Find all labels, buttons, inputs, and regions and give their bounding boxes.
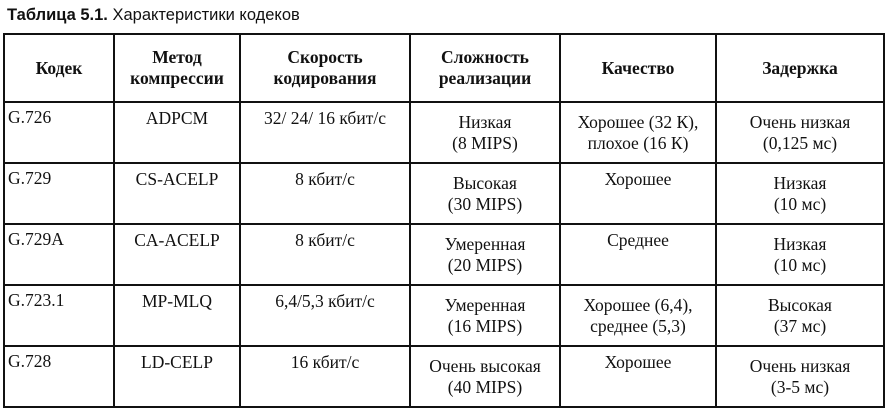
header-line: Кодек: [35, 57, 83, 78]
cell-line: (10 мс): [773, 193, 827, 214]
cell-codec: G.726: [4, 102, 114, 163]
cell-method: MP-MLQ: [114, 285, 240, 346]
cell-line: (20 MIPS): [447, 254, 523, 275]
cell-line: (10 мс): [773, 254, 827, 275]
cell-line: Очень высокая: [429, 355, 541, 376]
cell-rate: 6,4/5,3 кбит/с: [240, 285, 410, 346]
cell-codec: G.723.1: [4, 285, 114, 346]
cell-method: CS-ACELP: [114, 163, 240, 224]
header-method: [114, 34, 240, 102]
cell-method: ADPCM: [114, 102, 240, 163]
header-line: Качество: [601, 57, 675, 78]
cell-quality: [560, 163, 716, 224]
cell-codec: G.728: [4, 346, 114, 407]
cell-line: Очень низкая: [749, 111, 851, 132]
cell-quality: [560, 102, 716, 163]
cell-rate: 8 кбит/с: [240, 224, 410, 285]
cell-rate: 32/ 24/ 16 кбит/с: [240, 102, 410, 163]
cell-delay: [716, 102, 884, 163]
cell-method: CA-ACELP: [114, 224, 240, 285]
header-codec: [4, 34, 114, 102]
header-line: Задержка: [762, 57, 838, 78]
header-rate: [240, 34, 410, 102]
header-line: Скорость: [287, 47, 363, 67]
caption-text: Характеристики кодеков: [112, 6, 300, 24]
cell-complexity: [410, 102, 560, 163]
cell-line: Высокая: [452, 172, 517, 193]
table-row: [4, 346, 884, 407]
table-row: [4, 224, 884, 285]
cell-rate: 8 кбит/с: [240, 163, 410, 224]
cell-complexity: [410, 163, 560, 224]
header-line: Сложность: [441, 47, 529, 67]
cell-line: Среднее: [607, 230, 669, 250]
cell-quality: [560, 224, 716, 285]
table-row: [4, 102, 884, 163]
cell-line: Умеренная: [444, 294, 526, 315]
cell-complexity: [410, 346, 560, 407]
cell-delay: [716, 163, 884, 224]
cell-line: Низкая: [458, 111, 512, 132]
cell-delay: [716, 285, 884, 346]
cell-line: (16 MIPS): [447, 315, 523, 336]
table-row: [4, 163, 884, 224]
cell-line: Хорошее (6,4),: [583, 294, 693, 315]
codec-table: [3, 33, 885, 408]
header-complexity: [410, 34, 560, 102]
cell-quality: [560, 285, 716, 346]
header-line: Метод: [152, 47, 202, 67]
cell-line: Хорошее: [604, 352, 672, 372]
cell-complexity: [410, 285, 560, 346]
cell-line: плохое (16 К): [587, 132, 689, 153]
cell-codec: G.729A: [4, 224, 114, 285]
cell-line: Низкая: [773, 172, 827, 193]
cell-line: Хорошее: [604, 169, 672, 189]
cell-rate: 16 кбит/с: [240, 346, 410, 407]
cell-line: Умеренная: [444, 233, 526, 254]
cell-line: (8 MIPS): [452, 132, 518, 153]
cell-line: (0,125 мс): [762, 132, 838, 153]
cell-method: LD-CELP: [114, 346, 240, 407]
cell-delay: [716, 346, 884, 407]
cell-line: Очень низкая: [749, 355, 851, 376]
cell-delay: [716, 224, 884, 285]
header-line: кодирования: [273, 68, 377, 88]
header-delay: [716, 34, 884, 102]
header-line: реализации: [438, 68, 532, 88]
cell-complexity: [410, 224, 560, 285]
cell-line: (30 MIPS): [447, 193, 523, 214]
cell-line: (40 MIPS): [447, 376, 523, 397]
cell-line: Хорошее (32 К),: [577, 111, 699, 132]
cell-line: (3-5 мс): [770, 376, 830, 397]
table-row: [4, 285, 884, 346]
caption-label: Таблица 5.1.: [7, 6, 108, 24]
cell-line: Высокая: [767, 294, 832, 315]
cell-line: среднее (5,3): [590, 315, 686, 336]
cell-codec: G.729: [4, 163, 114, 224]
header-line: компрессии: [130, 68, 224, 88]
cell-line: Низкая: [773, 233, 827, 254]
table-caption: [7, 5, 300, 25]
header-row: [4, 34, 884, 102]
header-quality: [560, 34, 716, 102]
cell-quality: [560, 346, 716, 407]
cell-line: (37 мс): [773, 315, 827, 336]
